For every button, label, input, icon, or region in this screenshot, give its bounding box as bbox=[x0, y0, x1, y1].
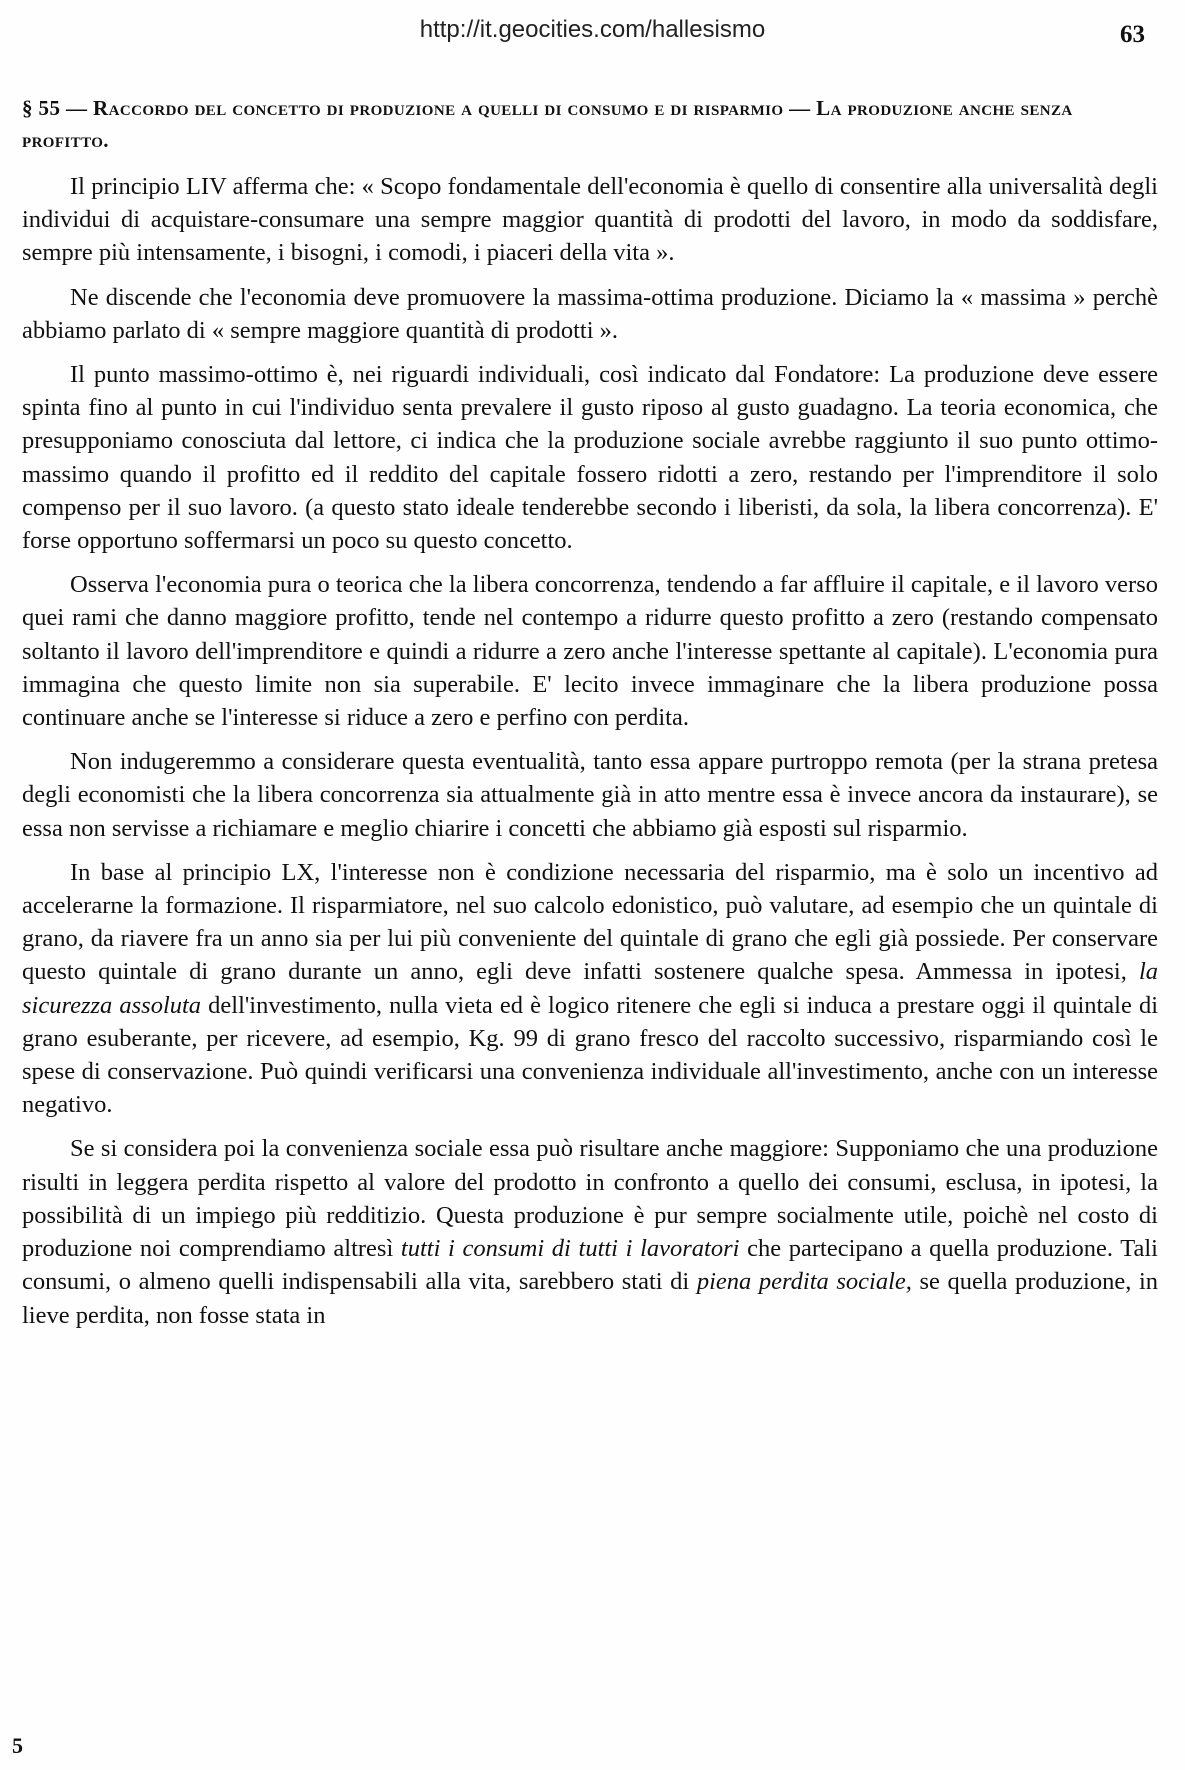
header-url: http://it.geocities.com/hallesismo bbox=[419, 16, 766, 43]
body-text bbox=[22, 170, 1158, 1343]
paragraph bbox=[22, 1132, 1158, 1331]
text-run: In base al principio LX, l'interesse non è condizione necessaria del risparmio, ma è solo un incentivo ad accelerarne la formazione. Il risparmiatore, nel suo calcolo edonistico, può valutare, ad esempio che un quintale di grano, da riavere fra un anno sia per lui più conveniente del quintale di grano che egli già possiede. Per conservare questo quintale di grano durante un anno, egli deve infatti sostenere qualche spesa. Ammessa in ipotesi, bbox=[22, 858, 1158, 986]
text-run: Se si considera poi la convenienza sociale essa può risultare anche maggiore: Supponiamo che una produzione risulti in leggera perdita rispetto al valore del prodotto in confronto a quello dei consumi, esclusa, in ipotesi, la possibilità di un impiego più redditizio. Questa produzione è pur sempre socialmente utile, poichè nel costo di produzione noi comprendiamo altresì bbox=[22, 1135, 1158, 1263]
text-run: dell'investimento, nulla vieta ed è logico ritenere che egli si induca a prestare oggi il quintale di grano esuberante, per ricevere, ad esempio, Kg. 99 di grano fresco del raccolto successivo, risparmiando così le spese di conservazione. Può quindi verificarsi una convenienza individuale all'investimento, anche con un interesse negativo. bbox=[22, 991, 1159, 1119]
text-run: Non indugeremmo a considerare questa eventualità, tanto essa appare purtroppo remota (per la strana pretesa degli economisti che la libera concorrenza sia attualmente già in atto mentre essa è invece ancora da instaurare), se essa non servisse a richiamare e meglio chiarire i concetti che abbiamo già esposti sul risparmio. bbox=[22, 748, 1158, 842]
text-run: Il punto massimo-ottimo è, nei riguardi individuali, così indicato dal Fondatore: La produzione deve essere spinta fino al punto in cui l'individuo senta prevalere il gusto riposo al gusto guadagno. La teoria economica, che presupponiamo conosciuta dal lettore, ci indica che la produzione sociale avrebbe raggiunto il suo punto ottimo-massimo quando il profitto ed il reddito del capitale fossero ridotti a zero, restando per l'imprenditore il solo compenso per il suo lavoro. (a questo stato ideale tenderebbe secondo i liberisti, da sola, la libera concorrenza). E' forse opportuno soffermarsi un poco su questo concetto. bbox=[22, 361, 1158, 555]
text-run: che partecipano a quella produzione. Tali consumi, o almeno quelli indispensabili alla vita, sarebbero stati di bbox=[22, 1235, 1158, 1296]
text-run: Osserva l'economia pura o teorica che la libera concorrenza, tendendo a far affluire il capitale, e il lavoro verso quei rami che danno maggiore profitto, tende nel contempo a ridurre questo profitto a zero (restando compensato soltanto il lavoro dell'imprenditore e quindi a ridurre a zero anche l'interesse spettante al capitale). L'economia pura immagina che questo limite non sia superabile. E' lecito invece immaginare che la libera produzione possa continuare anche se l'interesse si riduce a zero e perfino con perdita. bbox=[22, 571, 1158, 732]
paragraph bbox=[22, 281, 1158, 347]
text-run: Ne discende che l'economia deve promuovere la massima-ottima produzione. Diciamo la « massima » perchè abbiamo parlato di « sempre maggiore quantità di prodotti ». bbox=[22, 283, 1158, 344]
paragraph bbox=[22, 358, 1158, 557]
italic-phrase: la sicurezza assoluta bbox=[22, 958, 1158, 1019]
paragraph bbox=[22, 745, 1158, 845]
italic-phrase: tutti i consumi di tutti i lavoratori bbox=[400, 1235, 740, 1263]
paragraph bbox=[22, 568, 1158, 734]
text-run: se quella produzione, in lieve perdita, non fosse stata in bbox=[22, 1268, 1158, 1329]
page-number: 63 bbox=[1120, 21, 1145, 48]
paragraph bbox=[22, 856, 1158, 1122]
text-run: Il principio LIV afferma che: « Scopo fondamentale dell'economia è quello di consentire alla universalità degli individui di acquistare-consumare una sempre maggior quantità di prodotti del lavoro, in modo da soddisfare, sempre più intensamente, i bisogni, i comodi, i piaceri della vita ». bbox=[22, 173, 1158, 267]
paragraph bbox=[22, 170, 1158, 270]
signature-mark: 5 bbox=[12, 1733, 23, 1758]
italic-phrase: piena perdita sociale, bbox=[696, 1268, 912, 1296]
section-heading: § 55 — Raccordo del concetto di produzione a quelli di consumo e di risparmio — La produzione anche senza profitto. bbox=[22, 96, 1073, 152]
